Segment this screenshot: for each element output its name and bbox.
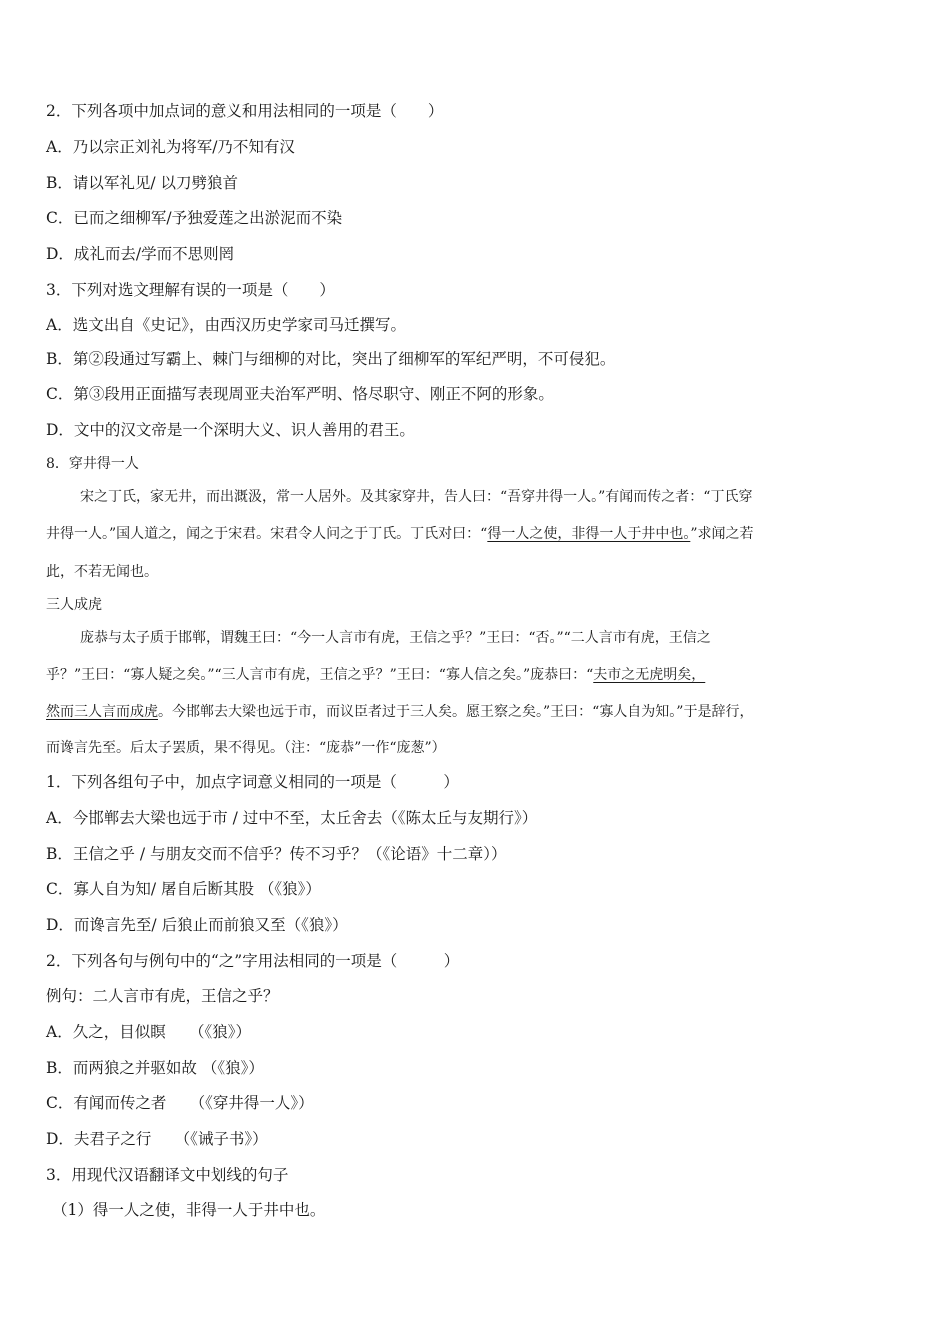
question-2-option-d: D．成礼而去/学而不思则罔 [46,245,235,263]
passage-2-underlined-part-2: 然而三人言而成虎 [46,704,158,720]
section-2-question-1-option-d: D．而谗言先至/ 后狼止而前狼又至（《狼》） [46,916,348,934]
section-2-question-2-option-d: D．夫君子之行 （《诫子书》） [46,1130,268,1148]
question-2-option-a: A．乃以宗正刘礼为将军/乃不知有汉 [46,138,295,156]
passage-2-title: 三人成虎 [46,597,102,613]
question-3-option-b: B．第②段通过写霸上、棘门与细柳的对比，突出了细柳军的军纪严明，不可侵犯。 [46,350,616,368]
passage-2-line-4: 而谗言先至。后太子罢质，果不得见。（注：“庞恭”一作“庞葱”） [46,740,446,756]
passage-1-underlined-sentence: 得一人之使，非得一人于井中也。 [487,526,691,542]
section-2-question-1-option-a: A．今邯郸去大梁也远于市 / 过中不至，太丘舍去（《陈太丘与友期行》） [46,809,538,827]
question-3-option-c: C．第③段用正面描写表现周亚夫治军严明、恪尽职守、刚正不阿的形象。 [46,385,554,403]
passage-2-underlined-part-1: 夫市之无虎明矣， [593,667,706,683]
question-2-option-b: B．请以军礼见/ 以刀劈狼首 [46,174,239,192]
section-2-question-1-option-c: C．寡人自为知/ 屠自后断其股 （《狼》） [46,880,321,898]
passage-1-line-3: 此，不若无闻也。 [46,564,158,580]
passage-2-line-3 [46,702,753,722]
passage-2-line-3-post: 。今邯郸去大梁也远于市，而议臣者过于三人矣。愿王察之矣。”王曰：“寡人自为知。”于是辞行， [158,704,754,720]
question-3-stem: 3．下列对选文理解有误的一项是（ ） [46,281,335,299]
passage-1-line-2 [46,524,754,544]
passage-1-title: 8．穿井得一人 [46,456,139,472]
question-3-option-d: D．文中的汉文帝是一个深明大义、识人善用的君王。 [46,421,415,439]
section-2-question-1-stem: 1．下列各组句子中，加点字词意义相同的一项是（ ） [46,773,459,791]
question-3-option-a: A．选文出自《史记》，由西汉历史学家司马迁撰写。 [46,316,406,334]
section-2-question-2-option-c: C．有闻而传之者 （《穿井得一人》） [46,1094,314,1112]
section-2-question-1-option-b: B．王信之乎 / 与朋友交而不信乎？传不习乎？（《论语》十二章）） [46,845,507,863]
section-2-question-2-example: 例句：二人言市有虎，王信之乎？ [46,987,279,1005]
section-2-question-2-option-b: B．而两狼之并驱如故 （《狼》） [46,1059,264,1077]
passage-1-line-1: 宋之丁氏，家无井，而出溉汲，常一人居外。及其家穿井，告人曰：“吾穿井得一人。”有闻而传之者：“丁氏穿 [80,489,753,505]
question-2-stem: 2．下列各项中加点词的意义和用法相同的一项是（ ） [46,102,444,120]
question-2-option-c: C．已而之细柳军/予独爱莲之出淤泥而不染 [46,209,343,227]
section-2-question-3-stem: 3．用现代汉语翻译文中划线的句子 [46,1166,289,1184]
passage-1-line-2-post: ”求闻之若 [690,526,754,542]
section-2-question-2-option-a: A．久之，目似瞑 （《狼》） [46,1023,251,1041]
passage-2-line-2-pre: 乎？”王曰：“寡人疑之矣。”“三人言市有虎，王信之乎？”王曰：“寡人信之矣。”庞恭曰：“ [46,667,594,683]
section-2-question-3-sub-1: （1）得一人之使，非得一人于井中也。 [52,1201,326,1219]
section-2-question-2-stem: 2．下列各句与例句中的“之”字用法相同的一项是（ ） [46,952,460,970]
passage-2-line-2 [46,665,705,685]
passage-1-line-2-pre: 井得一人。”国人道之，闻之于宋君。宋君令人问之于丁氏。丁氏对曰：“ [46,526,488,542]
passage-2-line-1: 庞恭与太子质于邯郸，谓魏王曰：“今一人言市有虎，王信之乎？”王曰：“否。”“二人言市有虎，王信之 [80,630,711,646]
